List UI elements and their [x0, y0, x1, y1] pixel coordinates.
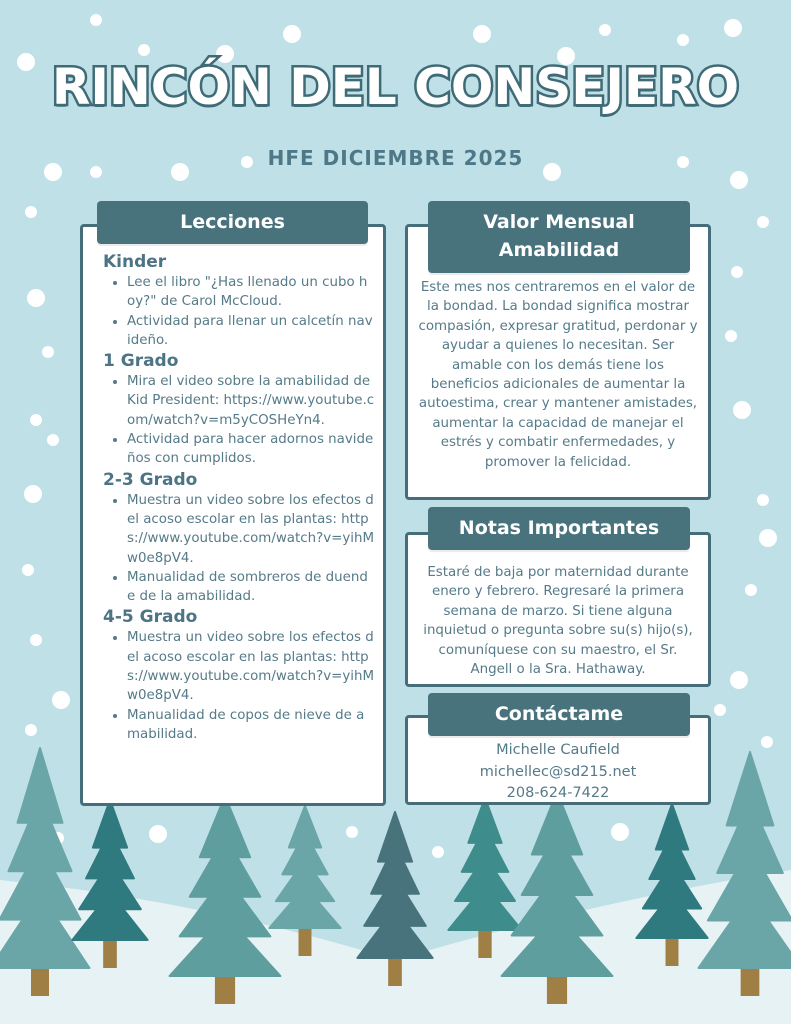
page-subtitle: HFE DICIEMBRE 2025 [267, 146, 524, 170]
lessons-panel [80, 224, 386, 806]
grade-heading-4-5: 4-5 Grado [103, 607, 198, 628]
lesson-item: • Muestra un video sobre los efectos del acoso escolar en las plantas: https://www.youtube.com/watch?v=yihMw0e8pV4. [127, 491, 375, 568]
grade-heading-kinder: Kinder [103, 252, 167, 272]
grade-items-1 [103, 372, 375, 468]
monthly-value-header [428, 201, 690, 273]
lesson-item: • Manualidad de copos de nieve de amabilidad. [127, 706, 375, 745]
pine-tree-tier [448, 885, 521, 930]
grade-items-kinder [103, 273, 375, 350]
lesson-item: • Muestra un video sobre los efectos del acoso escolar en las plantas: https://www.youtube.com/watch?v=yihMw0e8pV4. [127, 628, 375, 705]
monthly-value-header-line2: Amabilidad [498, 239, 620, 261]
lesson-item: • Mira el video sobre la amabilidad de Kid President: https://www.youtube.com/watch?v=m5yCOSHeYn4. [127, 372, 375, 430]
lessons-header: Lecciones [97, 201, 368, 244]
monthly-value-text: Este mes nos centraremos en el valor de la bondad. La bondad significa mostrar compasión, expresar gratitud, perdonar y ayudar a quienes lo necesitan. Ser amable con los demás tiene los beneficios adicionales de aumentar la autoestima, crear y mantener amistades, aumentar la capacidad de manejar el estrés y combatir enfermedades, y promover la felicidad. [418, 280, 698, 470]
lesson-item: • Lee el libro "¿Has llenado un cubo hoy?" de Carol McCloud. [127, 273, 375, 312]
lesson-item: • Manualidad de sombreros de duende de la amabilidad. [127, 568, 375, 607]
lessons-list [103, 252, 375, 745]
pine-tree-tier [357, 908, 432, 958]
grade-heading-1: 1 Grado [103, 351, 179, 372]
page-title: RINCÓN DEL CONSEJERO [51, 58, 740, 116]
grade-heading-2-3: 2-3 Grado [103, 469, 198, 490]
monthly-value-header-line1: Valor Mensual [483, 211, 635, 233]
lesson-item: • Actividad para hacer adornos navideños con cumplidos. [127, 430, 375, 469]
contact-email: michellec@sd215.net [479, 763, 637, 780]
contact-name: Michelle Caufield [496, 742, 620, 758]
important-notes-panel [405, 532, 711, 687]
contact-info [416, 740, 700, 805]
lesson-item: • Actividad para llenar un calcetín navideño. [127, 312, 375, 351]
grade-items-2-3 [103, 491, 375, 607]
pine-tree-tier [269, 887, 340, 928]
important-notes-header: Notas Importantes [428, 507, 690, 550]
grade-items-4-5 [103, 628, 375, 744]
contact-header: Contáctame [428, 693, 690, 736]
important-notes-text: Estaré de baja por maternidad durante enero y febrero. Regresaré la primera semana de marzo. Si tiene alguna inquietud o pregunta sobre su(s) hijo(s), comuníquese con su maestro, el Sr. Angell o la Sra. Hathaway. [423, 565, 693, 678]
contact-phone: 208-624-7422 [506, 785, 610, 801]
